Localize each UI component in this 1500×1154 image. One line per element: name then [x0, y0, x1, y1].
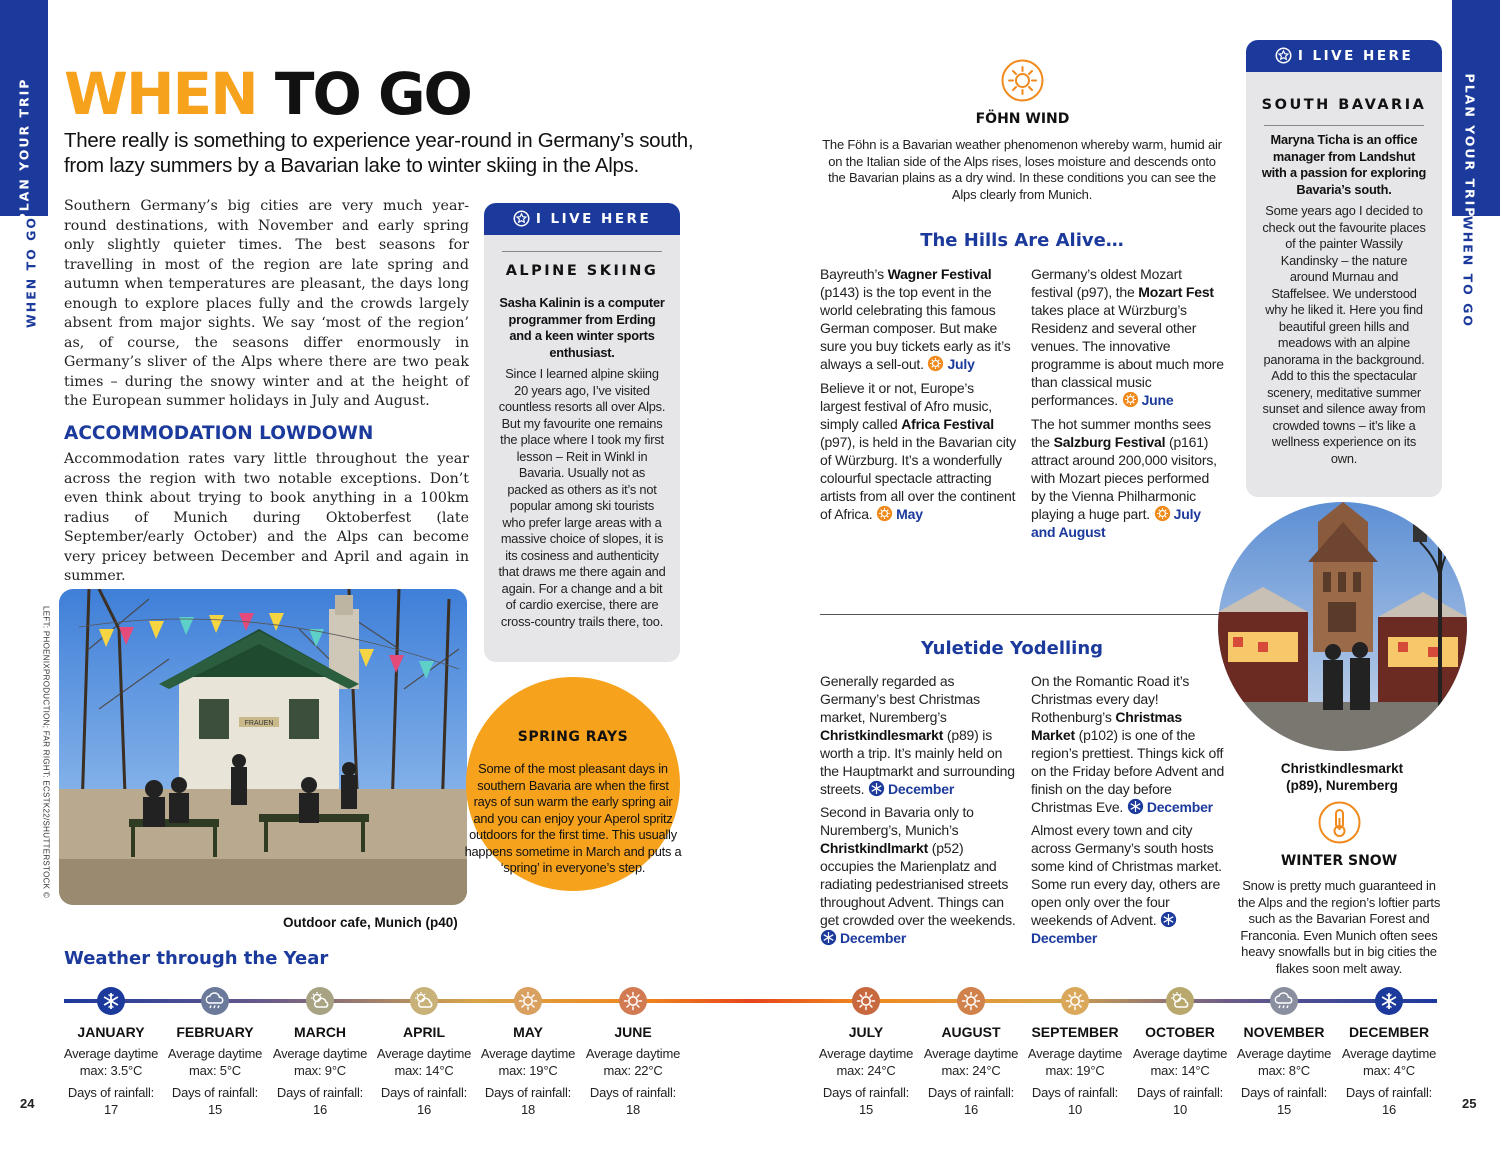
- yule-para-munich: [820, 803, 1016, 947]
- hills-col-left: [820, 265, 1018, 523]
- month-rainfall: [59, 1085, 163, 1118]
- weather-month-november: [1232, 986, 1336, 1118]
- weather-month-january: [59, 986, 163, 1118]
- temp-value: max: 3.5°C: [79, 1062, 143, 1078]
- month-temperature: [581, 1046, 685, 1079]
- month-rainfall: [268, 1085, 372, 1118]
- para-text: Believe it or not, Europe’s largest festival of Afro music, simply called: [820, 380, 992, 432]
- title-when: WHEN: [64, 60, 257, 128]
- month-rainfall: [1128, 1085, 1232, 1118]
- month-name: JANUARY: [77, 1024, 145, 1040]
- sun-cloud-icon: [409, 986, 439, 1016]
- rain-value: 15: [1276, 1101, 1292, 1117]
- month-name: JUNE: [614, 1024, 652, 1040]
- accommodation-body: Accommodation rates vary little throughout the year across the region with two notable exceptions. Don’t even think about trying to book anything in a 100km radius of Munich during Oktoberfest (late September/early October) and the Alps can become very pricey between December and April and again in summer.: [64, 451, 469, 584]
- snowflake-icon: [1127, 798, 1144, 815]
- month-name: FEBRUARY: [176, 1024, 254, 1040]
- temp-value: max: 9°C: [294, 1062, 346, 1078]
- page-title: [64, 58, 471, 130]
- rain-label: Days of rainfall:: [1136, 1085, 1224, 1100]
- para-text: Bayreuth’s: [820, 266, 888, 282]
- month-rainfall: [1232, 1085, 1336, 1118]
- temp-value: max: 19°C: [498, 1062, 558, 1078]
- temp-label: Average daytime: [818, 1046, 914, 1061]
- box-intro: Sasha Kalinin is a computer programmer from Erding and a keen winter sports enthusiast.: [499, 295, 665, 360]
- rain-cloud-icon: [200, 986, 230, 1016]
- para-text: Second in Bavaria only to Nuremberg’s, Munich’s: [820, 804, 974, 838]
- month-name: AUGUST: [941, 1024, 1001, 1040]
- month-temperature: [476, 1046, 580, 1079]
- para-text: Germany’s oldest Mozart festival (p97), the: [1031, 266, 1182, 300]
- weather-month-july: [814, 986, 918, 1118]
- rain-label: Days of rainfall:: [380, 1085, 468, 1100]
- month-tag: December: [840, 930, 907, 946]
- rain-label: Days of rainfall:: [1345, 1085, 1433, 1100]
- month-tag: July and August: [1031, 506, 1201, 540]
- lead-paragraph: There really is something to experience year-round in Germany’s south, from lazy summers by a Bavarian lake to winter skiing in the Alps.: [64, 129, 694, 177]
- photo-caption-left: Outdoor cafe, Munich (p40): [283, 915, 458, 930]
- box-header: [484, 203, 680, 235]
- temp-label: Average daytime: [272, 1046, 368, 1061]
- temp-value: max: 14°C: [394, 1062, 454, 1078]
- temp-value: max: 19°C: [1045, 1062, 1105, 1078]
- temp-label: Average daytime: [1027, 1046, 1123, 1061]
- rain-value: 10: [1172, 1101, 1188, 1117]
- temp-label: Average daytime: [923, 1046, 1019, 1061]
- month-name: DECEMBER: [1348, 1024, 1430, 1040]
- sun-icon: [1000, 58, 1045, 103]
- side-section-right: PLAN YOUR TRIP: [1462, 73, 1478, 219]
- spring-rays-body: Some of the most pleasant days in southern Bavaria are when the first rays of sun warm the early spring air and you can enjoy your Aperol spritz outdoors for the first time. This usually happens sometime in March and puts a ‘spring’ in everyone’s step.: [464, 761, 682, 875]
- month-temperature: [163, 1046, 267, 1079]
- temp-label: Average daytime: [1132, 1046, 1228, 1061]
- winter-snow-body: Snow is pretty much guaranteed in the Alps and the region’s loftier parts such as the Bavarian Forest and Franconia. Even Munich often sees heavy snowfalls but in big cities the flakes soon melt away.: [1237, 878, 1441, 976]
- fohn-title: FÖHN WIND: [975, 111, 1070, 127]
- photo-caption-right: Christkindlesmarkt (p89), Nuremberg: [1280, 761, 1404, 793]
- para-text: The hot summer months sees the: [1031, 416, 1211, 450]
- rain-label: Days of rainfall:: [589, 1085, 677, 1100]
- page-number-right: 25: [1462, 1096, 1477, 1111]
- title-to-go: TO GO: [274, 60, 471, 128]
- page-number-left: 24: [20, 1096, 35, 1111]
- sun-icon: [851, 986, 881, 1016]
- photo-sign: FRAUEN: [244, 720, 274, 727]
- month-rainfall: [1023, 1085, 1127, 1118]
- yule-para-everywhere: [1031, 821, 1227, 947]
- box-body: Some years ago I decided to check out the favourite places of the painter Wassily Kandinsky – the nature around Murnau and Staffelsee. We understood why he liked it. Here you find beautiful green hills and meadows with an alpine panorama in the background. Add to this the spectacular scenery, meditative summer sunset and silence away from crowded towns – it’s like a wellness experience on its own.: [1262, 203, 1426, 466]
- rain-cloud-icon: [1269, 986, 1299, 1016]
- snowflake-icon: [820, 929, 837, 946]
- box-divider: [502, 251, 662, 252]
- box-header-label: I LIVE HERE: [1297, 48, 1414, 64]
- sun-icon: [1122, 391, 1139, 408]
- side-chapter-left: WHEN TO GO: [23, 216, 39, 328]
- rain-value: 10: [1067, 1101, 1083, 1117]
- hills-col-right: [1031, 265, 1225, 541]
- sun-icon: [956, 986, 986, 1016]
- box-body: Since I learned alpine skiing 20 years ago, I’ve visited countless resorts all over Alps. But my favourite one remains the place where I took my first lesson – Reit in Winkl in Bavaria. Usually not as packed as others as it’s not popular among ski tourists who prefer large areas with a massive choice of slopes, it is its cosiness and authenticity that draws me there again and again. For a change and a bit of cardio exercise, there are cross-country trails there, too.: [498, 366, 666, 629]
- rain-value: 17: [103, 1101, 119, 1117]
- weather-heading: Weather through the Year: [64, 948, 329, 969]
- month-temperature: [1337, 1046, 1441, 1079]
- event-name: Christkindlmarkt: [820, 840, 929, 856]
- month-temperature: [59, 1046, 163, 1079]
- sun-icon: [513, 986, 543, 1016]
- month-temperature: [1128, 1046, 1232, 1079]
- event-name: Salzburg Festival: [1053, 434, 1166, 450]
- month-temperature: [268, 1046, 372, 1079]
- snowflake-icon: [96, 986, 126, 1016]
- para-text: takes place at Würzburg’s Residenz and several other venues. The innovative programme is about much more than classical music performances.: [1031, 302, 1224, 408]
- temp-label: Average daytime: [167, 1046, 263, 1061]
- yuletide-col-right: [1031, 672, 1227, 947]
- weather-month-june: [581, 986, 685, 1118]
- sun-cloud-icon: [305, 986, 335, 1016]
- hills-para-mozart: [1031, 265, 1225, 409]
- month-temperature: [919, 1046, 1023, 1079]
- para-text: On the Romantic Road it’s Christmas every day! Rothenburg’s: [1031, 673, 1190, 725]
- rain-value: 16: [312, 1101, 328, 1117]
- snowflake-icon: [868, 780, 885, 797]
- rain-value: 18: [625, 1101, 641, 1117]
- weather-month-march: [268, 986, 372, 1118]
- i-live-here-box-bavaria: [1246, 40, 1442, 497]
- weather-month-april: [372, 986, 476, 1118]
- yuletide-heading: Yuletide Yodelling: [920, 638, 1104, 659]
- box-title: ALPINE SKIING: [505, 263, 659, 279]
- cafe-photo-image: [59, 589, 467, 905]
- rain-label: Days of rainfall:: [1031, 1085, 1119, 1100]
- month-tag: December: [1146, 799, 1213, 815]
- rain-label: Days of rainfall:: [171, 1085, 259, 1100]
- rain-label: Days of rainfall:: [1240, 1085, 1328, 1100]
- intro-body: Southern Germany’s big cities are very much year-round destinations, with November and early spring only slightly quieter times. The best seasons for travelling in most of the region are late spring and autumn when temperatures are pleasant, the days long enough to explore places fully and the crowds largely absent from major sights. We say ‘most of the region’ as, of course, the seasons differ enormously in Germany’s sliver of the Alps where there are two peak times – during the snowy winter and at the height of the European summer holidays in July and August.: [64, 198, 469, 409]
- photo-outdoor-cafe: [59, 589, 467, 905]
- rain-value: 15: [858, 1101, 874, 1117]
- temp-value: max: 14°C: [1150, 1062, 1210, 1078]
- section-divider: [820, 614, 1225, 615]
- month-tag: December: [1031, 930, 1098, 946]
- rain-value: 16: [416, 1101, 432, 1117]
- month-name: APRIL: [403, 1024, 445, 1040]
- side-section-left: PLAN YOUR TRIP: [16, 77, 32, 223]
- yule-para-rothenburg: [1031, 672, 1227, 816]
- month-rainfall: [163, 1085, 267, 1118]
- temp-label: Average daytime: [480, 1046, 576, 1061]
- event-name: Christkindlesmarkt: [820, 727, 944, 743]
- rain-value: 18: [520, 1101, 536, 1117]
- temp-value: max: 24°C: [941, 1062, 1001, 1078]
- photo-credit: LEFT: PHOENIXPRODUCTION; FAR RIGHT: ECSTK22/SHUTTERSTOCK ©: [41, 605, 51, 899]
- snowflake-icon: [1374, 986, 1404, 1016]
- fohn-body: The Föhn is a Bavarian weather phenomenon whereby warm, humid air on the Italian side of the Alps rises, loses moisture and descends onto the Bavarian plains as a dry wind. In these conditions you can see the Alps clearly from Munich.: [822, 137, 1222, 203]
- rain-label: Days of rainfall:: [276, 1085, 364, 1100]
- temp-value: max: 4°C: [1363, 1062, 1415, 1078]
- photo-christmas-market: [1218, 502, 1467, 751]
- thermometer-icon: [1317, 800, 1362, 845]
- temp-value: max: 8°C: [1258, 1062, 1310, 1078]
- sun-icon: [618, 986, 648, 1016]
- event-name: Christmas Market: [1031, 709, 1182, 743]
- rain-label: Days of rainfall:: [484, 1085, 572, 1100]
- temp-label: Average daytime: [585, 1046, 681, 1061]
- rain-value: 16: [963, 1101, 979, 1117]
- month-name: MARCH: [293, 1024, 347, 1040]
- market-photo-image: [1218, 502, 1467, 751]
- location-star-icon: [1275, 47, 1292, 64]
- para-text: (p89) is worth a trip. It’s mainly held on the Hauptmarkt and surrounding streets.: [820, 727, 1015, 797]
- month-rainfall: [1337, 1085, 1441, 1118]
- weather-month-december: [1337, 986, 1441, 1118]
- rain-value: 15: [207, 1101, 223, 1117]
- weather-month-february: [163, 986, 267, 1118]
- month-name: MAY: [513, 1024, 543, 1040]
- box-header: [1246, 40, 1442, 72]
- yule-para-nuremberg: [820, 672, 1016, 798]
- event-name: Mozart Fest: [1138, 284, 1214, 300]
- month-rainfall: [581, 1085, 685, 1118]
- sun-icon: [876, 505, 893, 522]
- box-divider: [1264, 125, 1424, 126]
- month-name: OCTOBER: [1145, 1024, 1215, 1040]
- para-text: (p102) is one of the region’s prettiest. Things kick off on the Friday before Advent and finish on the day before Christmas Eve.: [1031, 727, 1225, 815]
- para-text: Almost every town and city across Germany’s south hosts some kind of Christmas market. Some run every day, others are open only over the four weekends of Advent.: [1031, 822, 1222, 928]
- month-name: SEPTEMBER: [1031, 1024, 1119, 1040]
- yuletide-col-left: [820, 672, 1016, 947]
- weather-month-august: [919, 986, 1023, 1118]
- temp-value: max: 5°C: [189, 1062, 241, 1078]
- rain-label: Days of rainfall:: [927, 1085, 1015, 1100]
- rain-label: Days of rainfall:: [67, 1085, 155, 1100]
- box-header-label: I LIVE HERE: [535, 211, 652, 227]
- month-tag: July: [947, 356, 975, 372]
- month-temperature: [1232, 1046, 1336, 1079]
- month-rainfall: [372, 1085, 476, 1118]
- month-tag: June: [1141, 392, 1174, 408]
- hills-para-wagner: [820, 265, 1018, 373]
- month-temperature: [372, 1046, 476, 1079]
- accommodation-heading: ACCOMMODATION LOWDOWN: [64, 423, 374, 444]
- month-temperature: [814, 1046, 918, 1079]
- event-name: Africa Festival: [901, 416, 994, 432]
- temp-value: max: 24°C: [836, 1062, 896, 1078]
- rain-value: 16: [1381, 1101, 1397, 1117]
- box-title: SOUTH BAVARIA: [1261, 97, 1427, 113]
- snowflake-icon: [1160, 911, 1177, 928]
- para-text: (p52) occupies the Marienplatz and radiating pedestrianised streets throughout Advent. Things can get crowded over the weekends.: [820, 840, 1016, 928]
- temp-label: Average daytime: [1236, 1046, 1332, 1061]
- event-name: Wagner Festival: [887, 266, 992, 282]
- month-rainfall: [919, 1085, 1023, 1118]
- weather-month-may: [476, 986, 580, 1118]
- hills-para-salzburg: [1031, 415, 1225, 541]
- spring-rays-title: SPRING RAYS: [517, 729, 629, 745]
- weather-month-october: [1128, 986, 1232, 1118]
- para-text: (p97), is held in the Bavarian city of Würzburg. It’s a wonderfully colourful spectacle attracting artists from all over the continent of Africa.: [820, 434, 1017, 522]
- hills-para-africa: [820, 379, 1018, 523]
- sun-cloud-icon: [1165, 986, 1195, 1016]
- month-rainfall: [814, 1085, 918, 1118]
- i-live-here-box-alpine: [484, 203, 680, 662]
- temp-label: Average daytime: [376, 1046, 472, 1061]
- para-text: Generally regarded as Germany’s best Christmas market, Nuremberg’s: [820, 673, 980, 725]
- hills-heading: The Hills Are Alive…: [920, 230, 1124, 251]
- box-intro: Maryna Ticha is an office manager from Landshut with a passion for exploring Bavaria’s south.: [1261, 132, 1427, 197]
- side-chapter-right: WHEN TO GO: [1460, 216, 1476, 328]
- location-star-icon: [513, 210, 530, 227]
- rain-label: Days of rainfall:: [822, 1085, 910, 1100]
- temp-label: Average daytime: [1341, 1046, 1437, 1061]
- month-name: JULY: [848, 1024, 884, 1040]
- temp-value: max: 22°C: [603, 1062, 663, 1078]
- winter-snow-title: WINTER SNOW: [1280, 853, 1398, 869]
- month-rainfall: [476, 1085, 580, 1118]
- month-tag: May: [896, 506, 923, 522]
- weather-month-september: [1023, 986, 1127, 1118]
- para-text: (p161) attract around 200,000 visitors, with Mozart pieces performed by the Vienna Philharmonic playing a huge part.: [1031, 434, 1217, 522]
- sun-icon: [1060, 986, 1090, 1016]
- month-name: NOVEMBER: [1243, 1024, 1325, 1040]
- temp-label: Average daytime: [63, 1046, 159, 1061]
- sun-icon: [1154, 505, 1171, 522]
- sun-icon: [927, 355, 944, 372]
- para-text: (p143) is the top event in the world celebrating this famous German composer. But make sure you buy tickets early as it’s always a sell-out.: [820, 284, 1011, 372]
- month-tag: December: [888, 781, 955, 797]
- month-temperature: [1023, 1046, 1127, 1079]
